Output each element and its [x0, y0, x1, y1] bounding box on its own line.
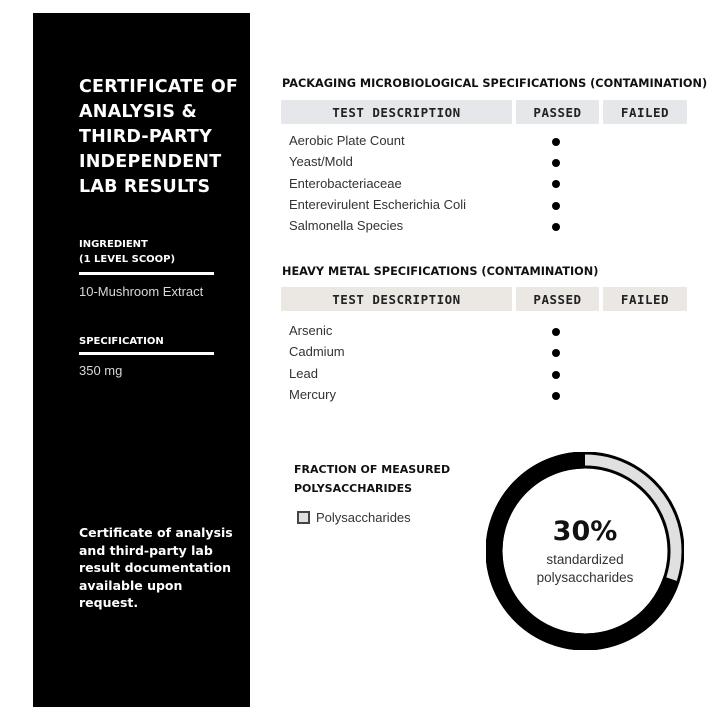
- micro-passed-dot: [552, 180, 560, 188]
- ingredient-sublabel: (1 LEVEL SCOOP): [79, 254, 176, 265]
- percentage-caption: standardized polysaccharides: [536, 551, 634, 585]
- percentage-value: 30%: [552, 515, 618, 547]
- micro-row-label: Salmonella Species: [289, 218, 404, 233]
- micro-row-label: Enterobacteriaceae: [289, 176, 402, 191]
- micro-header-test-description: TEST DESCRIPTION: [281, 100, 512, 124]
- metal-row-label: Cadmium: [289, 344, 345, 359]
- sidebar-panel: [33, 13, 250, 707]
- micro-row-label: Aerobic Plate Count: [289, 133, 405, 148]
- donut-center-label: [486, 452, 684, 650]
- ingredient-label: INGREDIENT: [79, 239, 148, 250]
- polysaccharides-legend: [297, 510, 411, 525]
- specification-label: SPECIFICATION: [79, 336, 164, 347]
- metal-header-passed: PASSED: [516, 287, 599, 311]
- metal-row-label: Arsenic: [289, 323, 333, 338]
- metal-header-test-description: TEST DESCRIPTION: [281, 287, 512, 311]
- micro-header-passed: PASSED: [516, 100, 599, 124]
- micro-passed-dot: [552, 159, 560, 167]
- metal-passed-dot: [552, 349, 560, 357]
- legend-label: Polysaccharides: [316, 510, 411, 525]
- specification-divider: [79, 352, 214, 355]
- metal-row-label: Mercury: [289, 387, 336, 402]
- micro-passed-dot: [552, 223, 560, 231]
- metal-row-label: Lead: [289, 366, 318, 381]
- fraction-title: FRACTION OF MEASURED POLYSACCHARIDES: [294, 463, 451, 495]
- micro-passed-dot: [552, 202, 560, 210]
- metal-passed-dot: [552, 328, 560, 336]
- metal-passed-dot: [552, 392, 560, 400]
- metal-header-failed: FAILED: [603, 287, 687, 311]
- legend-swatch: [297, 511, 310, 524]
- specification-value: 350 mg: [79, 363, 123, 378]
- micro-passed-dot: [552, 138, 560, 146]
- metal-passed-dot: [552, 371, 560, 379]
- heavy-metal-section-title: HEAVY METAL SPECIFICATIONS (CONTAMINATION): [282, 265, 599, 278]
- ingredient-divider: [79, 272, 214, 275]
- micro-row-label: Enterevirulent Escherichia Coli: [289, 197, 467, 212]
- microbiological-section-title: PACKAGING MICROBIOLOGICAL SPECIFICATIONS (CONTAMINATION): [282, 77, 708, 90]
- micro-row-label: Yeast/Mold: [289, 154, 353, 169]
- certificate-title: CERTIFICATE OF ANALYSIS & THIRD-PARTY INDEPENDENT LAB RESULTS: [79, 77, 239, 197]
- availability-note: Certificate of analysis and third-party lab result documentation available upon request.: [79, 525, 233, 610]
- micro-header-failed: FAILED: [603, 100, 687, 124]
- ingredient-value: 10-Mushroom Extract: [79, 284, 204, 299]
